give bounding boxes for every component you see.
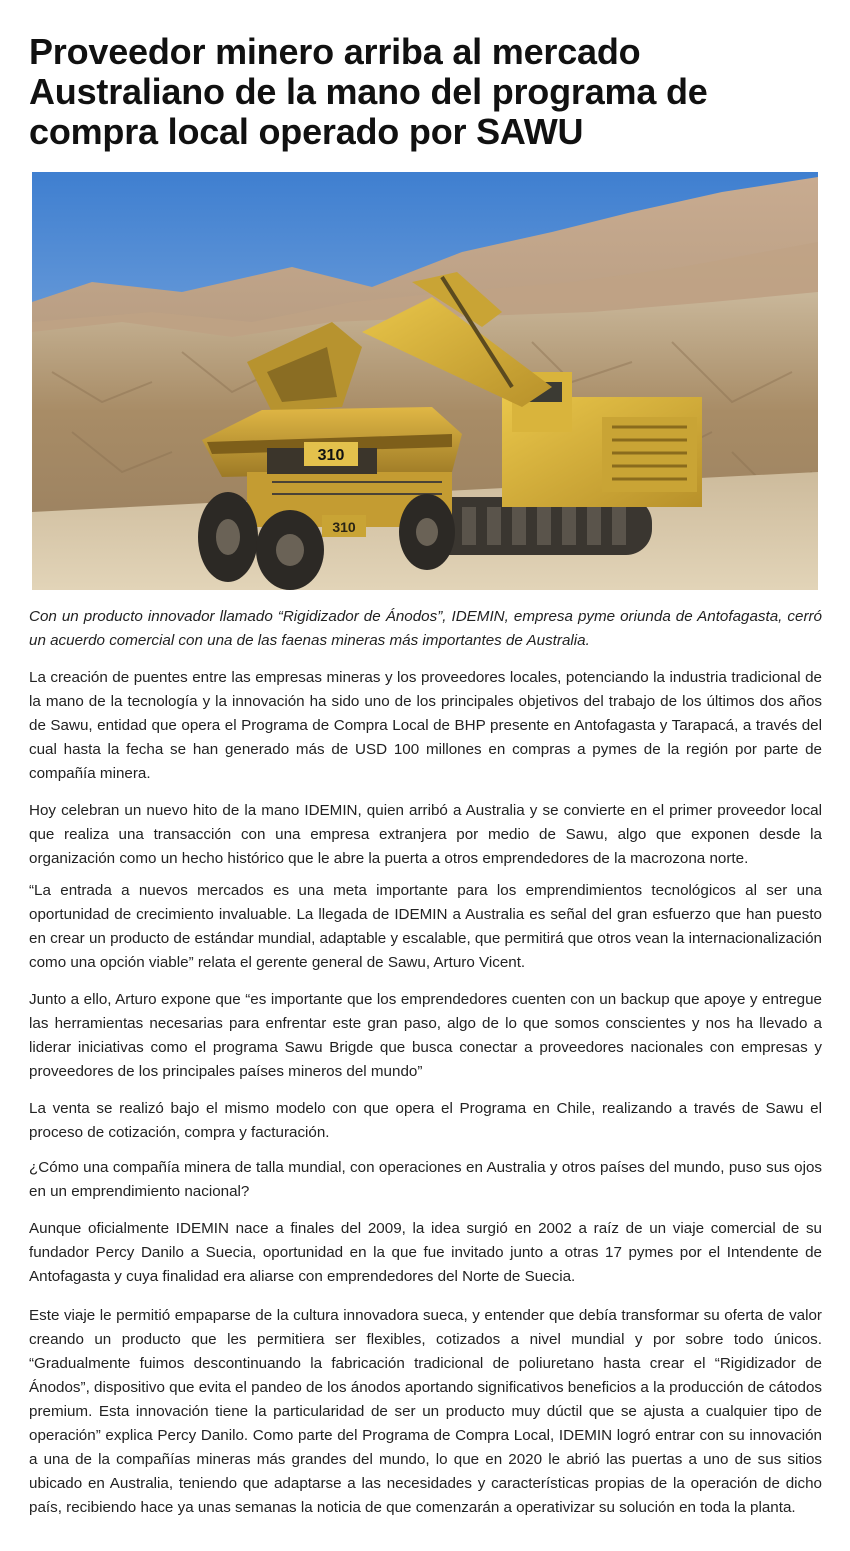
body-paragraph: La creación de puentes entre las empresas mineras y los proveedores locales, potenciando la industria tradicional de la mano de la tecnología y la innovación ha sido uno de los principales objetivos del trabajo de los últimos dos años de Sawu, entidad que opera el Programa de Compra Local de BHP presente en Antofagasta y Tarapacá, a través del cual hasta la fecha se han generado más de USD 100 millones en compras a pymes de la región por parte de compañía minera. [29, 669, 822, 782]
body-paragraph: Hoy celebran un nuevo hito de la mano IDEMIN, quien arribó a Australia y se convierte en el primer proveedor local que realiza una transacción con una empresa extranjera por medio de Sawu, algo que exponen desde la organización como un hecho histórico que le abre la puerta a otros emprendedores de la macrozona norte. [29, 802, 822, 867]
body-paragraph: Junto a ello, Arturo expone que “es importante que los emprendedores cuenten con un backup que apoye y entregue las herramientas necesarias para enfrentar este gran paso, algo de lo que somos conscientes y nos ha llevado a liderar iniciativas como el programa Sawu Brigde que busca conectar a proveedores nacionales con empresas y proveedores de los principales países mineros del mundo” [29, 991, 822, 1080]
truck-number-top: 310 [317, 447, 345, 464]
body-paragraph: Aunque oficialmente IDEMIN nace a finales del 2009, la idea surgió en 2002 a raíz de un viaje comercial de su fundador Percy Danilo a Suecia, oportunidad en la que fue invitado junto a otras 17 pymes por el Intendente de Antofagasta y cuya finalidad era aliarse con emprendedores del Norte de Suecia. [29, 1220, 822, 1285]
body-paragraph: La venta se realizó bajo el mismo modelo con que opera el Programa en Chile, realizando a través de Sawu el proceso de cotización, compra y facturación. [29, 1100, 822, 1141]
image-caption: Con un producto innovador llamado “Rigidizador de Ánodos”, IDEMIN, empresa pyme oriunda de Antofagasta, cerró un acuerdo comercial con una de las faenas mineras más importantes de Australia. [29, 608, 822, 649]
article-title: Proveedor minero arriba al mercado Australiano de la mano del programa de compra local operado por SAWU [29, 31, 708, 152]
body-paragraph: Este viaje le permitió empaparse de la cultura innovadora sueca, y entender que debía transformar su oferta de valor creando un producto que les permitiera ser flexibles, cotizados a nivel mundial y por sobre todo únicos. “Gradualmente fuimos descontinuando la fabricación tradicional de poliuretano hasta crear el “Rigidizador de Ánodos”, dispositivo que evita el pandeo de los ánodos aportando significativos beneficios a la producción de cátodos premium. Esta innovación tiene la particularidad de ser un producto muy dúctil que se ajusta a cualquier tipo de operación” explica Percy Danilo. Como parte del Programa de Compra Local, IDEMIN logró entrar con su innovación a una de la compañías mineras más grandes del mundo, lo que en 2020 le abrió las puertas a uno de sus sitios ubicado en Australia, teniendo que adaptarse a las necesidades y características propias de la operación de dicho país, recibiendo hace ya unas semanas la noticia de que comenzarán a operativizar su solución en toda la planta. [29, 1307, 822, 1516]
body-paragraph: ¿Cómo una compañía minera de talla mundial, con operaciones en Australia y otros países del mundo, puso sus ojos en un emprendimiento nacional? [29, 1159, 822, 1200]
truck-number-front: 310 [332, 519, 356, 535]
body-paragraph: “La entrada a nuevos mercados es una meta importante para los emprendimientos tecnológicos al ser una oportunidad de crecimiento invaluable. La llegada de IDEMIN a Australia es señal del gran esfuerzo que han puesto en crear un producto de estándar mundial, adaptable y escalable, que permitirá que otros vean la internacionalización como una opción viable” relata el gerente general de Sawu, Arturo Vicent. [29, 882, 822, 971]
article-photo [32, 172, 818, 590]
